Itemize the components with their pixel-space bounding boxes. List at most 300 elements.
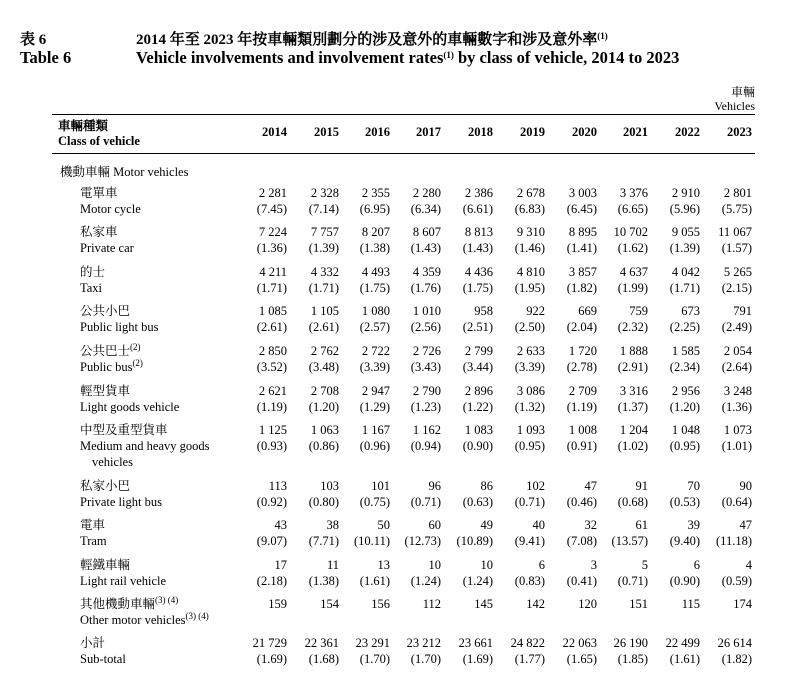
- cell-2020: [545, 264, 597, 296]
- cell-2017: [389, 422, 441, 454]
- involvement-count: 10 702: [613, 225, 648, 239]
- involvement-rate: (1.39): [308, 241, 339, 255]
- involvement-count: 3 316: [619, 384, 648, 398]
- cell-2022: [648, 635, 700, 667]
- involvement-count: 13: [377, 558, 390, 572]
- involvement-count: 1 073: [723, 423, 752, 437]
- table-row: [0, 422, 799, 469]
- involvement-count: 1 585: [671, 344, 700, 358]
- cell-2023: [700, 343, 752, 375]
- involvement-count: 8 895: [568, 225, 597, 239]
- involvement-count: 1 080: [361, 304, 390, 318]
- cell-2020: [545, 596, 597, 612]
- involvement-count: 759: [629, 304, 648, 318]
- table-row: [0, 383, 799, 423]
- involvement-rate: (0.68): [617, 495, 648, 509]
- involvement-rate: (0.71): [617, 574, 648, 588]
- cell-2017: [389, 517, 441, 549]
- involvement-rate: (2.64): [721, 360, 752, 374]
- table-row: [0, 224, 799, 264]
- cell-2018: [441, 557, 493, 589]
- involvement-rate: (3.52): [256, 360, 287, 374]
- header-rule: [52, 153, 755, 154]
- cell-2014: [235, 185, 287, 217]
- involvement-count: 1 125: [258, 423, 287, 437]
- involvement-count: 154: [320, 597, 339, 611]
- involvement-rate: (2.34): [669, 360, 700, 374]
- involvement-rate: (1.38): [308, 574, 339, 588]
- table-row: [0, 343, 799, 383]
- involvement-rate: (0.83): [514, 574, 545, 588]
- cell-2017: [389, 635, 441, 667]
- vehicle-class: 其他機動車輛$^{(3) (4)}$ Other motor vehicles$^{(3) (4)}$: [80, 595, 209, 627]
- cell-2014: [235, 383, 287, 415]
- cell-2020: [545, 343, 597, 375]
- unit-label: 車輛 Vehicles: [714, 85, 755, 113]
- involvement-count: 2 956: [671, 384, 700, 398]
- cell-2017: [389, 383, 441, 415]
- involvement-count: 4 436: [464, 265, 493, 279]
- cell-2018: [441, 224, 493, 256]
- involvement-count: 47: [584, 479, 597, 493]
- involvement-rate: (0.93): [256, 439, 287, 453]
- cell-2022: [648, 303, 700, 335]
- involvement-rate: (0.75): [359, 495, 390, 509]
- involvement-rate: (1.41): [566, 241, 597, 255]
- cell-2023: [700, 635, 752, 667]
- cell-2018: [441, 383, 493, 415]
- cell-2019: [493, 422, 545, 454]
- involvement-rate: (2.18): [256, 574, 287, 588]
- cell-2017: [389, 478, 441, 510]
- involvement-count: 39: [687, 518, 700, 532]
- cell-2020: [545, 557, 597, 589]
- involvement-rate: (0.92): [256, 495, 287, 509]
- table-row: [0, 264, 799, 304]
- cell-2017: [389, 557, 441, 589]
- involvement-count: 24 822: [510, 636, 545, 650]
- involvement-count: 2 709: [568, 384, 597, 398]
- table-title-en: Vehicle involvements and involvement rates$^{(1)}$ by class of vehicle, 2014 to 2023: [136, 48, 680, 67]
- cell-2023: [700, 383, 752, 415]
- cell-2023: [700, 224, 752, 256]
- involvement-count: 2 726: [412, 344, 441, 358]
- cell-2018: [441, 303, 493, 335]
- involvement-count: 21 729: [252, 636, 287, 650]
- cell-2023: [700, 264, 752, 296]
- involvement-rate: (1.71): [669, 281, 700, 295]
- involvement-count: 1 093: [516, 423, 545, 437]
- cell-2021: [596, 343, 648, 375]
- cell-2019: [493, 478, 545, 510]
- cell-2014: [235, 635, 287, 667]
- involvement-count: 4 042: [671, 265, 700, 279]
- involvement-rate: (1.69): [256, 652, 287, 666]
- involvement-rate: (1.77): [514, 652, 545, 666]
- year-header: 2022: [675, 125, 700, 139]
- class-column-header: 車輛種類 Class of vehicle: [58, 119, 140, 148]
- involvement-rate: (1.39): [669, 241, 700, 255]
- involvement-count: 4 332: [310, 265, 339, 279]
- involvement-rate: (1.22): [462, 400, 493, 414]
- cell-2017: [389, 224, 441, 256]
- involvement-count: 3 086: [516, 384, 545, 398]
- involvement-count: 1 888: [619, 344, 648, 358]
- involvement-count: 102: [526, 479, 545, 493]
- involvement-rate: (1.70): [359, 652, 390, 666]
- cell-2020: [545, 383, 597, 415]
- involvement-rate: (9.41): [514, 534, 545, 548]
- involvement-count: 1 204: [619, 423, 648, 437]
- involvement-count: 1 162: [412, 423, 441, 437]
- involvement-rate: (6.45): [566, 202, 597, 216]
- cell-2014: [235, 517, 287, 549]
- section-heading: 機動車輛 Motor vehicles: [60, 165, 189, 179]
- cell-2017: [389, 596, 441, 612]
- cell-2018: [441, 635, 493, 667]
- involvement-count: 1 105: [310, 304, 339, 318]
- cell-2023: [700, 185, 752, 217]
- involvement-rate: (5.75): [721, 202, 752, 216]
- cell-2019: [493, 557, 545, 589]
- involvement-rate: (1.37): [617, 400, 648, 414]
- cell-2021: [596, 383, 648, 415]
- involvement-rate: (0.95): [669, 439, 700, 453]
- cell-2014: [235, 557, 287, 589]
- cell-2019: [493, 264, 545, 296]
- table-label-zh: 表 6: [20, 32, 47, 48]
- cell-2019: [493, 635, 545, 667]
- cell-2017: [389, 264, 441, 296]
- cell-2016: [338, 303, 390, 335]
- involvement-rate: (1.24): [410, 574, 441, 588]
- year-header: 2019: [520, 125, 545, 139]
- involvement-rate: (3.39): [514, 360, 545, 374]
- involvement-rate: (6.95): [359, 202, 390, 216]
- involvement-count: 49: [480, 518, 493, 532]
- vehicle-class: 電單車 Motor cycle: [80, 186, 141, 216]
- involvement-count: 1 048: [671, 423, 700, 437]
- involvement-rate: (2.61): [256, 320, 287, 334]
- cell-2018: [441, 596, 493, 612]
- cell-2018: [441, 478, 493, 510]
- involvement-count: 4 637: [619, 265, 648, 279]
- cell-2021: [596, 185, 648, 217]
- involvement-count: 3 003: [568, 186, 597, 200]
- involvement-count: 2 280: [412, 186, 441, 200]
- year-header: 2020: [572, 125, 597, 139]
- involvement-rate: (0.96): [359, 439, 390, 453]
- involvement-rate: (0.71): [410, 495, 441, 509]
- involvement-count: 4 211: [259, 265, 287, 279]
- cell-2021: [596, 517, 648, 549]
- cell-2021: [596, 264, 648, 296]
- cell-2019: [493, 383, 545, 415]
- cell-2023: [700, 517, 752, 549]
- cell-2019: [493, 224, 545, 256]
- involvement-count: 159: [268, 597, 287, 611]
- involvement-count: 3 376: [619, 186, 648, 200]
- involvement-count: 113: [268, 479, 287, 493]
- involvement-count: 669: [578, 304, 597, 318]
- cell-2020: [545, 185, 597, 217]
- involvement-rate: (1.69): [462, 652, 493, 666]
- involvement-count: 115: [681, 597, 700, 611]
- involvement-rate: (1.82): [721, 652, 752, 666]
- table-row: [0, 303, 799, 343]
- involvement-count: 23 212: [406, 636, 441, 650]
- cell-2019: [493, 303, 545, 335]
- involvement-rate: (0.53): [669, 495, 700, 509]
- involvement-rate: (2.32): [617, 320, 648, 334]
- involvement-count: 22 063: [562, 636, 597, 650]
- year-header: 2023: [727, 125, 752, 139]
- involvement-count: 3: [590, 558, 597, 572]
- involvement-rate: (0.91): [566, 439, 597, 453]
- involvement-rate: (1.43): [410, 241, 441, 255]
- cell-2022: [648, 185, 700, 217]
- involvement-rate: (6.61): [462, 202, 493, 216]
- cell-2015: [287, 185, 339, 217]
- involvement-count: 2 850: [258, 344, 287, 358]
- involvement-count: 38: [326, 518, 339, 532]
- cell-2016: [338, 343, 390, 375]
- cell-2018: [441, 343, 493, 375]
- cell-2019: [493, 185, 545, 217]
- involvement-rate: (1.75): [359, 281, 390, 295]
- involvement-rate: (6.34): [410, 202, 441, 216]
- involvement-rate: (1.43): [462, 241, 493, 255]
- involvement-rate: (7.08): [566, 534, 597, 548]
- involvement-count: 1 085: [258, 304, 287, 318]
- year-header: 2018: [468, 125, 493, 139]
- involvement-count: 151: [629, 597, 648, 611]
- cell-2014: [235, 343, 287, 375]
- involvement-count: 2 910: [671, 186, 700, 200]
- cell-2020: [545, 517, 597, 549]
- cell-2018: [441, 185, 493, 217]
- cell-2018: [441, 264, 493, 296]
- involvement-rate: (2.91): [617, 360, 648, 374]
- involvement-count: 40: [532, 518, 545, 532]
- involvement-rate: (1.29): [359, 400, 390, 414]
- cell-2014: [235, 478, 287, 510]
- involvement-count: 7 224: [258, 225, 287, 239]
- involvement-count: 47: [739, 518, 752, 532]
- involvement-rate: (0.64): [721, 495, 752, 509]
- vehicle-class: 的士 Taxi: [80, 265, 106, 295]
- involvement-count: 6: [693, 558, 700, 572]
- involvement-count: 50: [377, 518, 390, 532]
- cell-2014: [235, 224, 287, 256]
- cell-2021: [596, 224, 648, 256]
- involvement-rate: (1.71): [308, 281, 339, 295]
- cell-2016: [338, 478, 390, 510]
- involvement-count: 2 054: [723, 344, 752, 358]
- involvement-rate: (1.20): [669, 400, 700, 414]
- involvement-count: 2 790: [412, 384, 441, 398]
- involvement-rate: (6.83): [514, 202, 545, 216]
- involvement-rate: (2.57): [359, 320, 390, 334]
- involvement-rate: (1.02): [617, 439, 648, 453]
- involvement-rate: (5.96): [669, 202, 700, 216]
- involvement-rate: (11.18): [716, 534, 752, 548]
- cell-2019: [493, 343, 545, 375]
- involvement-rate: (1.57): [721, 241, 752, 255]
- involvement-rate: (0.59): [721, 574, 752, 588]
- involvement-rate: (1.19): [566, 400, 597, 414]
- cell-2015: [287, 264, 339, 296]
- involvement-count: 3 857: [568, 265, 597, 279]
- involvement-count: 8 813: [464, 225, 493, 239]
- table-row: [0, 635, 799, 675]
- involvement-count: 2 386: [464, 186, 493, 200]
- involvement-count: 1 720: [568, 344, 597, 358]
- vehicle-class: 私家車 Private car: [80, 225, 134, 255]
- table-title-zh: 2014 年至 2023 年按車輛類別劃分的涉及意外的車輛數字和涉及意外率$^{(1)}$: [136, 31, 608, 48]
- involvement-count: 10: [480, 558, 493, 572]
- involvement-count: 7 757: [310, 225, 339, 239]
- involvement-rate: (1.85): [617, 652, 648, 666]
- involvement-count: 11: [326, 558, 339, 572]
- involvement-rate: (2.56): [410, 320, 441, 334]
- cell-2020: [545, 635, 597, 667]
- cell-2015: [287, 517, 339, 549]
- table-row: [0, 185, 799, 225]
- involvement-count: 23 291: [355, 636, 390, 650]
- cell-2023: [700, 557, 752, 589]
- involvement-count: 673: [681, 304, 700, 318]
- cell-2022: [648, 383, 700, 415]
- cell-2020: [545, 303, 597, 335]
- involvement-count: 791: [733, 304, 752, 318]
- involvement-count: 26 614: [717, 636, 752, 650]
- cell-2023: [700, 422, 752, 454]
- involvement-count: 2 799: [464, 344, 493, 358]
- cell-2019: [493, 517, 545, 549]
- involvement-rate: (1.75): [462, 281, 493, 295]
- vehicle-class: 公共小巴 Public light bus: [80, 304, 159, 334]
- involvement-count: 22 499: [665, 636, 700, 650]
- cell-2016: [338, 517, 390, 549]
- cell-2019: [493, 596, 545, 612]
- involvement-count: 22 361: [304, 636, 339, 650]
- involvement-rate: (1.82): [566, 281, 597, 295]
- involvement-rate: (1.62): [617, 241, 648, 255]
- cell-2020: [545, 422, 597, 454]
- involvement-rate: (0.95): [514, 439, 545, 453]
- involvement-rate: (1.46): [514, 241, 545, 255]
- involvement-count: 61: [635, 518, 648, 532]
- cell-2023: [700, 596, 752, 612]
- cell-2020: [545, 224, 597, 256]
- involvement-count: 10: [428, 558, 441, 572]
- involvement-count: 96: [428, 479, 441, 493]
- involvement-rate: (1.01): [721, 439, 752, 453]
- cell-2015: [287, 635, 339, 667]
- cell-2014: [235, 303, 287, 335]
- cell-2021: [596, 478, 648, 510]
- involvement-count: 4 493: [361, 265, 390, 279]
- involvement-rate: (1.32): [514, 400, 545, 414]
- involvement-rate: (1.19): [256, 400, 287, 414]
- cell-2016: [338, 635, 390, 667]
- cell-2021: [596, 635, 648, 667]
- cell-2015: [287, 557, 339, 589]
- involvement-count: 958: [474, 304, 493, 318]
- involvement-rate: (0.80): [308, 495, 339, 509]
- involvement-rate: (9.40): [669, 534, 700, 548]
- cell-2015: [287, 422, 339, 454]
- involvement-count: 101: [371, 479, 390, 493]
- involvement-rate: (0.63): [462, 495, 493, 509]
- cell-2023: [700, 478, 752, 510]
- involvement-count: 142: [526, 597, 545, 611]
- cell-2022: [648, 224, 700, 256]
- involvement-rate: (7.71): [308, 534, 339, 548]
- cell-2015: [287, 596, 339, 612]
- involvement-rate: (3.43): [410, 360, 441, 374]
- cell-2023: [700, 303, 752, 335]
- involvement-count: 2 281: [258, 186, 287, 200]
- cell-2022: [648, 478, 700, 510]
- cell-2015: [287, 343, 339, 375]
- involvement-count: 2 633: [516, 344, 545, 358]
- cell-2022: [648, 557, 700, 589]
- involvement-count: 86: [480, 479, 493, 493]
- cell-2014: [235, 264, 287, 296]
- cell-2016: [338, 264, 390, 296]
- involvement-count: 2 762: [310, 344, 339, 358]
- involvement-count: 8 207: [361, 225, 390, 239]
- involvement-count: 2 947: [361, 384, 390, 398]
- involvement-count: 4 810: [516, 265, 545, 279]
- involvement-count: 120: [578, 597, 597, 611]
- involvement-rate: (0.90): [669, 574, 700, 588]
- cell-2022: [648, 517, 700, 549]
- vehicle-class: 私家小巴 Private light bus: [80, 479, 162, 509]
- cell-2014: [235, 596, 287, 612]
- cell-2018: [441, 422, 493, 454]
- involvement-rate: (0.46): [566, 495, 597, 509]
- involvement-count: 32: [584, 518, 597, 532]
- vehicle-class: 輕鐵車輛 Light rail vehicle: [80, 558, 167, 588]
- year-header: 2015: [314, 125, 339, 139]
- table-row: [0, 517, 799, 557]
- cell-2017: [389, 343, 441, 375]
- cell-2015: [287, 303, 339, 335]
- year-header: 2021: [623, 125, 648, 139]
- involvement-count: 1 167: [361, 423, 390, 437]
- table-label-en: Table 6: [20, 48, 72, 67]
- involvement-rate: (1.71): [256, 281, 287, 295]
- cell-2016: [338, 596, 390, 612]
- involvement-rate: (1.20): [308, 400, 339, 414]
- involvement-count: 17: [274, 558, 287, 572]
- cell-2022: [648, 422, 700, 454]
- table-row: [0, 557, 799, 597]
- involvement-rate: (1.24): [462, 574, 493, 588]
- year-header: 2017: [416, 125, 441, 139]
- involvement-count: 43: [274, 518, 287, 532]
- involvement-rate: (2.49): [721, 320, 752, 334]
- cell-2015: [287, 383, 339, 415]
- involvement-rate: (0.41): [566, 574, 597, 588]
- involvement-rate: (3.48): [308, 360, 339, 374]
- table-row: [0, 596, 799, 636]
- involvement-count: 2 621: [258, 384, 287, 398]
- cell-2021: [596, 422, 648, 454]
